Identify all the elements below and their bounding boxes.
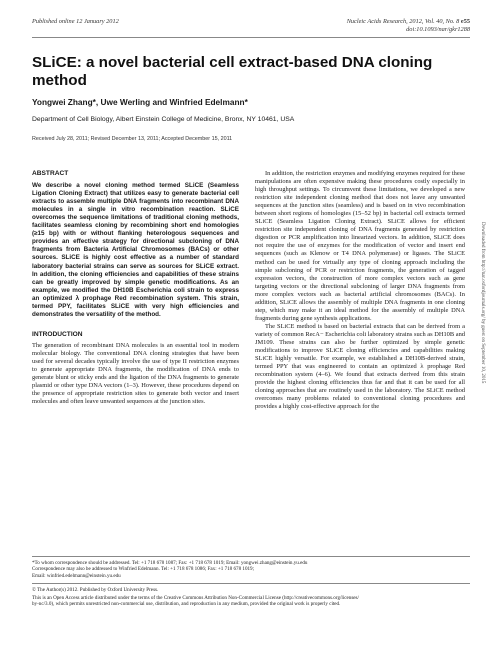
license-notice <box>32 595 472 608</box>
copyright-notice: © The Author(s) 2012. Published by Oxford University Press. <box>32 587 159 593</box>
correspondence-line-1: *To whom correspondence should be addressed. Tel: +1 718 678 1087; Fax: +1 718 678 1019; Email: yongwei.zhang@einstein.yu.edu <box>32 560 308 566</box>
journal-name: Nucleic Acids Research, 2012, Vol. 40, No. 8 <box>346 18 460 25</box>
left-column <box>32 170 239 406</box>
affiliation: Department of Cell Biology, Albert Einstein College of Medicine, Bronx, NY 10461, USA <box>32 116 295 123</box>
download-note: Downloaded from http://nar.oxfordjournals.org/ by guest on September 10, 2015 <box>480 222 485 384</box>
correspondence-footnote <box>32 560 472 579</box>
introduction-paragraph-3: The SLiCE method is based on bacterial extracts that can be derived from a variety of common RecA− Escherichia coli laboratory strains such as DH10B and JM109. These strains can also be further optimized by simple genetic modifications to improve SLiCE cloning efficiencies and capabilities making SLiCE highly versatile. For example, we established a DH10B-derived strain, termed PPY that was engineered to contain an optimized λ prophage Red recombination system (4–6). We found that extracts derived from this strain provide the highest cloning efficiencies thus far and that it can be used for all cloning approaches that are routinely used in the laboratory. The SLiCE method overcomes many problems related to conventional cloning procedures and provides a highly cost-effective approach for the <box>255 322 465 411</box>
correspondence-line-2: Correspondence may also be addressed to Winfried Edelmann. Tel: +1 718 678 1086; Fax: +1 718 678 1019; <box>32 566 255 573</box>
introduction-paragraph-2: In addition, the restriction enzymes and modifying enzymes required for these manipulations are often expensive making these procedures costly especially in high throughput settings. To circumvent these limitations, we developed a new restriction site independent cloning method that does not leave any unwanted sequences at the junction sites (seamless) and is based on in vivo recombination between short regions of homologies (15–52 bp) in bacterial cell extracts termed SLiCE (Seamless Ligation Cloning Extract). SLiCE allows for efficient restriction site independent cloning of DNA fragments generated by restriction digestion or PCR amplification into linearized vectors. In addition, SLiCE does not require the use of enzymes for the modification of vector and insert end sequences (such as Klenow or T4 DNA polymerase) or ligases. The SLiCE method can be used for virtually any type of cloning approach including the simple subcloning of PCR or restriction fragments, the generation of tagged expression vectors, the construction of more complex vectors such as gene targeting vectors or the directional subcloning of larger DNA fragments from more complex vectors such as bacterial artificial chromosomes (BACs). In addition, SLiCE allows the assembly of multiple DNA fragments in one cloning step, which may make it an ideal method for the assembly of multiple DNA fragments during gene synthesis applications. <box>255 170 466 322</box>
download-watermark <box>478 222 486 472</box>
introduction-paragraph-1: The generation of recombinant DNA molecules is an essential tool in modern molecular biology. The conventional DNA cloning strategies that have been used for several decades typically involve the use of type II restriction enzymes to generate appropriate DNA fragments, the modification of DNA ends to generate blunt or sticky ends and the ligation of the DNA fragments to generate plasmid or other type DNA vectors (1–3). However, these procedures depend on the presence of appropriate restriction sites to generate both vector and insert molecules and often leave unwanted sequences at the junction sites. <box>32 341 239 406</box>
right-column <box>255 170 465 411</box>
copyright-rule <box>32 583 470 584</box>
published-date: Published online 12 January 2012 <box>32 18 119 25</box>
abstract-text: We describe a novel cloning method termed SLiCE (Seamless Ligation Cloning Extract) that utilizes easy to generate bacterial cell extracts to assemble multiple DNA fragments into recombinant DNA molecules in a single in vitro recombination reaction. SLiCE overcomes the sequence limitations of traditional cloning methods, facilitates seamless cloning by recombining short end homologies (≥15 bp) with or without flanking heterologous sequences and provides an effective strategy for directional subcloning of DNA fragments from Bacteria Artificial Chromosomes (BACs) or other sources. SLiCE is highly cost effective as a number of standard laboratory bacterial strains can serve as sources for SLiCE extract. In addition, the cloning efficiencies and capabilities of these strains can be greatly improved by simple genetic modifications. As an example, we modified the DH10B Escherichia coli strain to express an optimized λ prophage Red recombination system. This strain, termed PPY, facilitates SLiCE with very high efficiencies and demonstrates the versatility of the method. <box>32 182 239 318</box>
article-number: e55 <box>460 18 470 25</box>
correspondence-line-3: Email: winfried.edelmann@einstein.yu.edu <box>32 572 121 579</box>
doi-link[interactable]: doi:10.1093/nar/gkr1288 <box>406 26 470 33</box>
submission-dates: Received July 28, 2011; Revised December 13, 2011; Accepted December 15, 2011 <box>32 136 233 142</box>
header-rule <box>32 37 470 38</box>
article-title: SLiCE: a novel bacterial cell extract-based DNA cloning method <box>32 54 433 89</box>
footnote-rule <box>32 556 470 557</box>
author-list: Yongwei Zhang*, Uwe Werling and Winfried Edelmann* <box>32 97 248 107</box>
introduction-heading: INTRODUCTION <box>32 330 83 338</box>
journal-citation <box>347 18 470 34</box>
license-line-2: by-nc/3.0), which permits unrestricted non-commercial use, distribution, and reproduction in any medium, provided the original work is properly cited. <box>32 601 341 608</box>
abstract-heading: ABSTRACT <box>32 170 69 177</box>
license-line-1: This is an Open Access article distributed under the terms of the Creative Commons Attribution Non-Commercial License (http://creativecommons.org/licenses/ <box>32 595 359 601</box>
